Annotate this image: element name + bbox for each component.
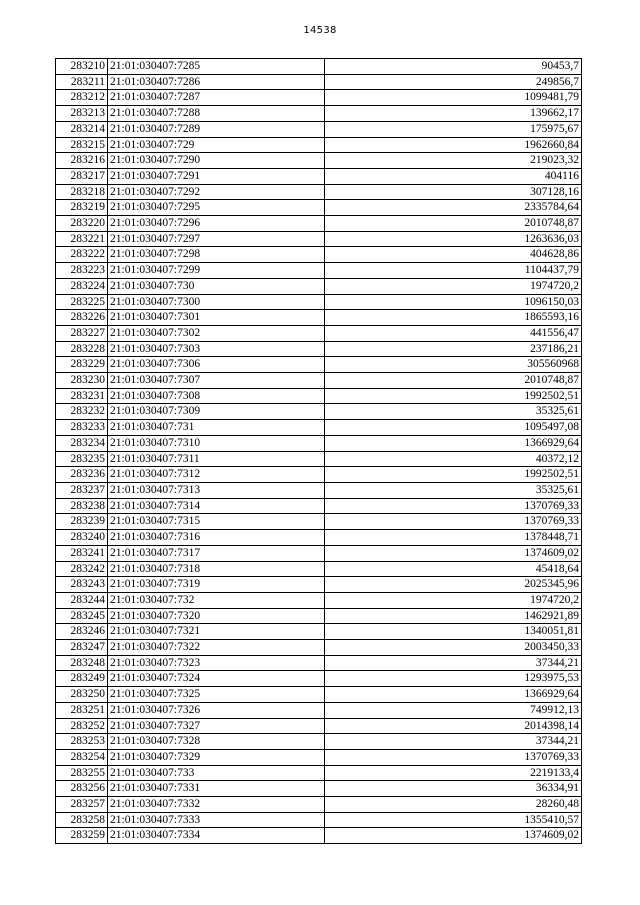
row-number-cell: 283247 — [56, 640, 108, 656]
table-row — [56, 278, 582, 294]
table-row — [56, 263, 582, 279]
value-cell: 404116 — [325, 168, 582, 184]
row-number-cell: 283243 — [56, 577, 108, 593]
table-row — [56, 467, 582, 483]
row-number-cell: 283216 — [56, 153, 108, 169]
row-number-cell: 283253 — [56, 734, 108, 750]
value-cell: 90453,7 — [325, 59, 582, 75]
table-row — [56, 200, 582, 216]
row-number-cell: 283254 — [56, 749, 108, 765]
cadastral-number-cell: 21:01:030407:7333 — [108, 812, 325, 828]
row-number-cell: 283227 — [56, 325, 108, 341]
cadastral-number-cell: 21:01:030407:7318 — [108, 561, 325, 577]
table-row — [56, 781, 582, 797]
row-number-cell: 283236 — [56, 467, 108, 483]
value-cell: 2219133,4 — [325, 765, 582, 781]
table-row — [56, 231, 582, 247]
cadastral-number-cell: 21:01:030407:7317 — [108, 545, 325, 561]
row-number-cell: 283218 — [56, 184, 108, 200]
value-cell: 1974720,2 — [325, 278, 582, 294]
table-row — [56, 561, 582, 577]
table-row — [56, 121, 582, 137]
cadastral-number-cell: 21:01:030407:7324 — [108, 671, 325, 687]
table-row — [56, 640, 582, 656]
cadastral-number-cell: 21:01:030407:7307 — [108, 373, 325, 389]
table-row — [56, 451, 582, 467]
cadastral-number-cell: 21:01:030407:7286 — [108, 74, 325, 90]
value-cell: 1095497,08 — [325, 420, 582, 436]
cadastral-number-cell: 21:01:030407:7288 — [108, 106, 325, 122]
cadastral-number-cell: 21:01:030407:7322 — [108, 640, 325, 656]
row-number-cell: 283226 — [56, 310, 108, 326]
value-cell: 1974720,2 — [325, 592, 582, 608]
cadastral-number-cell: 21:01:030407:7319 — [108, 577, 325, 593]
cadastral-number-cell: 21:01:030407:7311 — [108, 451, 325, 467]
cadastral-value-table — [55, 58, 582, 844]
table-row — [56, 294, 582, 310]
cadastral-number-cell: 21:01:030407:7296 — [108, 216, 325, 232]
row-number-cell: 283257 — [56, 797, 108, 813]
row-number-cell: 283219 — [56, 200, 108, 216]
row-number-cell: 283259 — [56, 828, 108, 844]
value-cell: 1366929,64 — [325, 435, 582, 451]
value-cell: 2010748,87 — [325, 373, 582, 389]
row-number-cell: 283233 — [56, 420, 108, 436]
value-cell: 1992502,51 — [325, 388, 582, 404]
value-cell: 2003450,33 — [325, 640, 582, 656]
cadastral-number-cell: 21:01:030407:7308 — [108, 388, 325, 404]
value-cell: 1263636,03 — [325, 231, 582, 247]
cadastral-number-cell: 21:01:030407:7287 — [108, 90, 325, 106]
value-cell: 139662,17 — [325, 106, 582, 122]
row-number-cell: 283231 — [56, 388, 108, 404]
value-cell: 35325,61 — [325, 404, 582, 420]
cadastral-number-cell: 21:01:030407:731 — [108, 420, 325, 436]
table-row — [56, 498, 582, 514]
cadastral-number-cell: 21:01:030407:732 — [108, 592, 325, 608]
row-number-cell: 283246 — [56, 624, 108, 640]
value-cell: 37344,21 — [325, 655, 582, 671]
value-cell: 1378448,71 — [325, 530, 582, 546]
value-cell: 1366929,64 — [325, 687, 582, 703]
table-row — [56, 718, 582, 734]
value-cell: 2335784,64 — [325, 200, 582, 216]
cadastral-number-cell: 21:01:030407:7299 — [108, 263, 325, 279]
table-row — [56, 671, 582, 687]
table-row — [56, 168, 582, 184]
value-cell: 1962660,84 — [325, 137, 582, 153]
cadastral-number-cell: 21:01:030407:7332 — [108, 797, 325, 813]
table-row — [56, 106, 582, 122]
table-row — [56, 153, 582, 169]
table-row — [56, 655, 582, 671]
value-cell: 35325,61 — [325, 482, 582, 498]
row-number-cell: 283232 — [56, 404, 108, 420]
row-number-cell: 283248 — [56, 655, 108, 671]
cadastral-number-cell: 21:01:030407:729 — [108, 137, 325, 153]
table-row — [56, 545, 582, 561]
cadastral-number-cell: 21:01:030407:7316 — [108, 530, 325, 546]
table-row — [56, 530, 582, 546]
cadastral-number-cell: 21:01:030407:7306 — [108, 357, 325, 373]
row-number-cell: 283225 — [56, 294, 108, 310]
value-cell: 40372,12 — [325, 451, 582, 467]
cadastral-number-cell: 21:01:030407:7301 — [108, 310, 325, 326]
cadastral-number-cell: 21:01:030407:7334 — [108, 828, 325, 844]
cadastral-number-cell: 21:01:030407:7326 — [108, 702, 325, 718]
cadastral-number-cell: 21:01:030407:7329 — [108, 749, 325, 765]
value-cell: 36334,91 — [325, 781, 582, 797]
value-cell: 2025345,96 — [325, 577, 582, 593]
value-cell: 1374609,02 — [325, 545, 582, 561]
cadastral-number-cell: 21:01:030407:7285 — [108, 59, 325, 75]
row-number-cell: 283241 — [56, 545, 108, 561]
row-number-cell: 283217 — [56, 168, 108, 184]
table-row — [56, 482, 582, 498]
row-number-cell: 283238 — [56, 498, 108, 514]
cadastral-number-cell: 21:01:030407:730 — [108, 278, 325, 294]
table-row — [56, 184, 582, 200]
cadastral-number-cell: 21:01:030407:7290 — [108, 153, 325, 169]
cadastral-number-cell: 21:01:030407:7320 — [108, 608, 325, 624]
cadastral-number-cell: 21:01:030407:7309 — [108, 404, 325, 420]
cadastral-number-cell: 21:01:030407:7292 — [108, 184, 325, 200]
row-number-cell: 283212 — [56, 90, 108, 106]
cadastral-number-cell: 21:01:030407:7297 — [108, 231, 325, 247]
row-number-cell: 283251 — [56, 702, 108, 718]
table-row — [56, 137, 582, 153]
table-row — [56, 797, 582, 813]
table-row — [56, 687, 582, 703]
table-row — [56, 734, 582, 750]
table-row — [56, 325, 582, 341]
cadastral-number-cell: 21:01:030407:7331 — [108, 781, 325, 797]
table-row — [56, 828, 582, 844]
row-number-cell: 283215 — [56, 137, 108, 153]
cadastral-number-cell: 21:01:030407:7300 — [108, 294, 325, 310]
row-number-cell: 283230 — [56, 373, 108, 389]
value-cell: 1096150,03 — [325, 294, 582, 310]
value-cell: 1340051,81 — [325, 624, 582, 640]
row-number-cell: 283239 — [56, 514, 108, 530]
row-number-cell: 283229 — [56, 357, 108, 373]
value-cell: 1865593,16 — [325, 310, 582, 326]
value-cell: 749912,13 — [325, 702, 582, 718]
cadastral-number-cell: 21:01:030407:7310 — [108, 435, 325, 451]
cadastral-number-cell: 21:01:030407:7291 — [108, 168, 325, 184]
value-cell: 1355410,57 — [325, 812, 582, 828]
value-cell: 1104437,79 — [325, 263, 582, 279]
table-row — [56, 514, 582, 530]
table-row — [56, 404, 582, 420]
table-row — [56, 59, 582, 75]
cadastral-number-cell: 21:01:030407:7323 — [108, 655, 325, 671]
row-number-cell: 283240 — [56, 530, 108, 546]
table-row — [56, 624, 582, 640]
row-number-cell: 283214 — [56, 121, 108, 137]
value-cell: 2010748,87 — [325, 216, 582, 232]
table-row — [56, 341, 582, 357]
cadastral-number-cell: 21:01:030407:7302 — [108, 325, 325, 341]
table-row — [56, 702, 582, 718]
value-cell: 45418,64 — [325, 561, 582, 577]
cadastral-number-cell: 21:01:030407:7325 — [108, 687, 325, 703]
cadastral-number-cell: 21:01:030407:7295 — [108, 200, 325, 216]
row-number-cell: 283244 — [56, 592, 108, 608]
row-number-cell: 283256 — [56, 781, 108, 797]
row-number-cell: 283235 — [56, 451, 108, 467]
table-row — [56, 310, 582, 326]
value-cell: 1370769,33 — [325, 514, 582, 530]
row-number-cell: 283245 — [56, 608, 108, 624]
value-cell: 219023,32 — [325, 153, 582, 169]
row-number-cell: 283252 — [56, 718, 108, 734]
table-row — [56, 216, 582, 232]
value-cell: 305560968 — [325, 357, 582, 373]
page-number: 14538 — [303, 25, 337, 36]
value-cell: 175975,67 — [325, 121, 582, 137]
cadastral-number-cell: 21:01:030407:7328 — [108, 734, 325, 750]
row-number-cell: 283223 — [56, 263, 108, 279]
value-cell: 1099481,79 — [325, 90, 582, 106]
value-cell: 1370769,33 — [325, 498, 582, 514]
table-row — [56, 74, 582, 90]
value-cell: 28260,48 — [325, 797, 582, 813]
value-cell: 1293975,53 — [325, 671, 582, 687]
table-row — [56, 373, 582, 389]
row-number-cell: 283237 — [56, 482, 108, 498]
cadastral-number-cell: 21:01:030407:7303 — [108, 341, 325, 357]
value-cell: 307128,16 — [325, 184, 582, 200]
value-cell: 441556,47 — [325, 325, 582, 341]
row-number-cell: 283250 — [56, 687, 108, 703]
cadastral-number-cell: 21:01:030407:7289 — [108, 121, 325, 137]
cadastral-number-cell: 21:01:030407:7312 — [108, 467, 325, 483]
value-cell: 1370769,33 — [325, 749, 582, 765]
table-row — [56, 247, 582, 263]
cadastral-number-cell: 21:01:030407:7327 — [108, 718, 325, 734]
row-number-cell: 283224 — [56, 278, 108, 294]
cadastral-number-cell: 21:01:030407:733 — [108, 765, 325, 781]
table-row — [56, 812, 582, 828]
value-cell: 404628,86 — [325, 247, 582, 263]
row-number-cell: 283249 — [56, 671, 108, 687]
value-cell: 2014398,14 — [325, 718, 582, 734]
value-cell: 1374609,02 — [325, 828, 582, 844]
value-cell: 37344,21 — [325, 734, 582, 750]
value-cell: 237186,21 — [325, 341, 582, 357]
table-row — [56, 435, 582, 451]
table-row — [56, 592, 582, 608]
table-row — [56, 608, 582, 624]
row-number-cell: 283228 — [56, 341, 108, 357]
table-row — [56, 388, 582, 404]
cadastral-number-cell: 21:01:030407:7314 — [108, 498, 325, 514]
table-row — [56, 765, 582, 781]
table-body — [56, 59, 582, 844]
value-cell: 1992502,51 — [325, 467, 582, 483]
row-number-cell: 283222 — [56, 247, 108, 263]
table-row — [56, 90, 582, 106]
value-cell: 1462921,89 — [325, 608, 582, 624]
cadastral-number-cell: 21:01:030407:7313 — [108, 482, 325, 498]
row-number-cell: 283242 — [56, 561, 108, 577]
row-number-cell: 283234 — [56, 435, 108, 451]
cadastral-number-cell: 21:01:030407:7321 — [108, 624, 325, 640]
row-number-cell: 283210 — [56, 59, 108, 75]
row-number-cell: 283221 — [56, 231, 108, 247]
row-number-cell: 283211 — [56, 74, 108, 90]
table-row — [56, 577, 582, 593]
cadastral-number-cell: 21:01:030407:7315 — [108, 514, 325, 530]
row-number-cell: 283213 — [56, 106, 108, 122]
row-number-cell: 283258 — [56, 812, 108, 828]
row-number-cell: 283255 — [56, 765, 108, 781]
row-number-cell: 283220 — [56, 216, 108, 232]
cadastral-number-cell: 21:01:030407:7298 — [108, 247, 325, 263]
value-cell: 249856,7 — [325, 74, 582, 90]
table-row — [56, 420, 582, 436]
table-row — [56, 357, 582, 373]
table-row — [56, 749, 582, 765]
